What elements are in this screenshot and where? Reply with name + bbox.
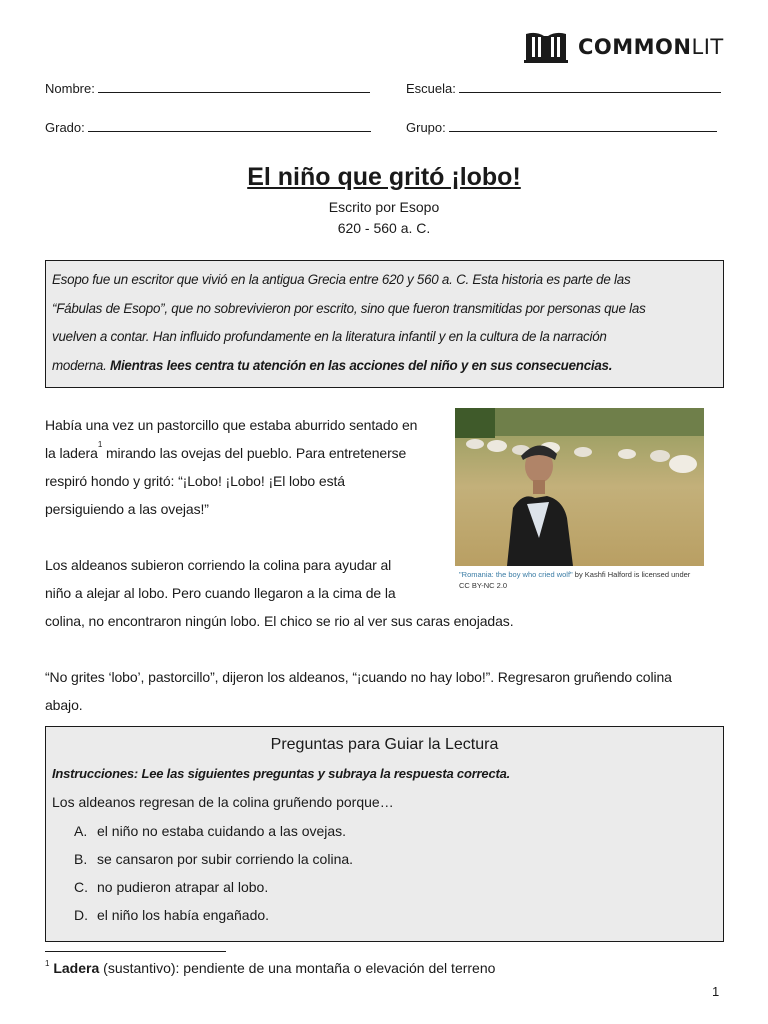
- intro-line: vuelven a contar. Han influido profundamente en la literatura infantil y en la cultura de la narración: [52, 329, 607, 344]
- paragraph-3: “No grites ‘lobo’, pastorcillo”, dijeron los aldeanos, “¡cuando no hay lobo!”. Regresaron gruñendo colina abajo.: [45, 669, 672, 713]
- grupo-label: Grupo:: [406, 120, 446, 135]
- question-text: Los aldeanos regresan de la colina gruñendo porque…: [52, 794, 394, 810]
- commonlit-logo: [524, 30, 724, 64]
- answer-option-b[interactable]: B. se cansaron por subir corriendo la colina.: [74, 851, 354, 867]
- grado-line[interactable]: [88, 120, 371, 132]
- photo-caption: "Romania: the boy who cried wolf" by Kashfi Halford is licensed under CC BY-NC 2.0: [459, 570, 691, 590]
- footnote-definition: (sustantivo): pendiente de una montaña o elevación del terreno: [99, 960, 496, 976]
- license-link[interactable]: CC BY-NC 2.0: [459, 581, 508, 590]
- questions-title: Preguntas para Guiar la Lectura: [270, 736, 499, 753]
- answer-option-a[interactable]: A. el niño no estaba cuidando a las ovejas.: [74, 823, 347, 839]
- footnote-divider: [45, 951, 226, 952]
- footnote-marker: 1: [45, 959, 50, 968]
- intro-line: “Fábulas de Esopo”, que no sobrevivieron por escrito, sino que fueron transmitidas por personas que las: [52, 300, 646, 316]
- photo-source-link[interactable]: "Romania: the boy who cried wolf": [459, 570, 573, 579]
- paragraph-1: Había una vez un pastorcillo que estaba aburrido sentado en la ladera$^1$ mirando las ovejas del pueblo. Para entretenerse respiró hondo y gritó: “¡Lobo! ¡Lobo! ¡El lobo está persiguiendo a las ovejas!”: [45, 417, 418, 517]
- answer-option-d[interactable]: D. el niño los había engañado.: [74, 907, 270, 923]
- grado-label: Grado:: [45, 120, 85, 135]
- footnote: [45, 958, 495, 978]
- escuela-line[interactable]: [459, 81, 721, 93]
- intro-box: [45, 260, 724, 388]
- intro-focus-text: Mientras lees centra tu atención en las acciones del niño y en sus consecuencias.: [110, 357, 613, 373]
- intro-line: moderna. Mientras lees centra tu atención en las acciones del niño y en sus consecuencias.: [52, 357, 613, 373]
- paragraph-2: Los aldeanos subieron corriendo la colina para ayudar al niño a alejar al lobo. Pero cuando llegaron a la cima de la colina, no encontraron ningún lobo. El chico se rio al ver sus caras enojadas.: [45, 557, 514, 629]
- footnote-ref[interactable]: 1: [97, 440, 103, 449]
- footnote-term: Ladera: [53, 960, 100, 976]
- boy-with-sheep-photo: [455, 408, 704, 566]
- author-byline: Escrito por Esopo: [328, 199, 440, 215]
- page-title: El niño que gritó ¡lobo!: [247, 163, 521, 191]
- page-number: 1: [712, 984, 720, 999]
- nombre-field[interactable]: [45, 80, 370, 98]
- logo-wordmark: COMMONLIT: [578, 35, 724, 59]
- glossary-term-ladera: la ladera: [45, 445, 98, 461]
- grupo-field[interactable]: [406, 119, 717, 137]
- intro-line: Esopo fue un escritor que vivió en la antigua Grecia entre 620 y 560 a. C. Esta historia es parte de las: [52, 272, 631, 287]
- answer-option-c[interactable]: C. no pudieron atrapar al lobo.: [74, 879, 269, 895]
- author-dates: 620 - 560 a. C.: [337, 220, 431, 236]
- open-book-icon: [524, 30, 568, 64]
- questions-instructions: Instrucciones: Lee las siguientes preguntas y subraya la respuesta correcta.: [52, 766, 511, 781]
- escuela-label: Escuela:: [406, 81, 456, 96]
- guided-questions-box: [45, 726, 724, 942]
- nombre-label: Nombre:: [45, 81, 95, 96]
- grupo-line[interactable]: [449, 120, 717, 132]
- escuela-field[interactable]: [406, 80, 721, 98]
- nombre-line[interactable]: [98, 81, 370, 93]
- grado-field[interactable]: [45, 119, 371, 137]
